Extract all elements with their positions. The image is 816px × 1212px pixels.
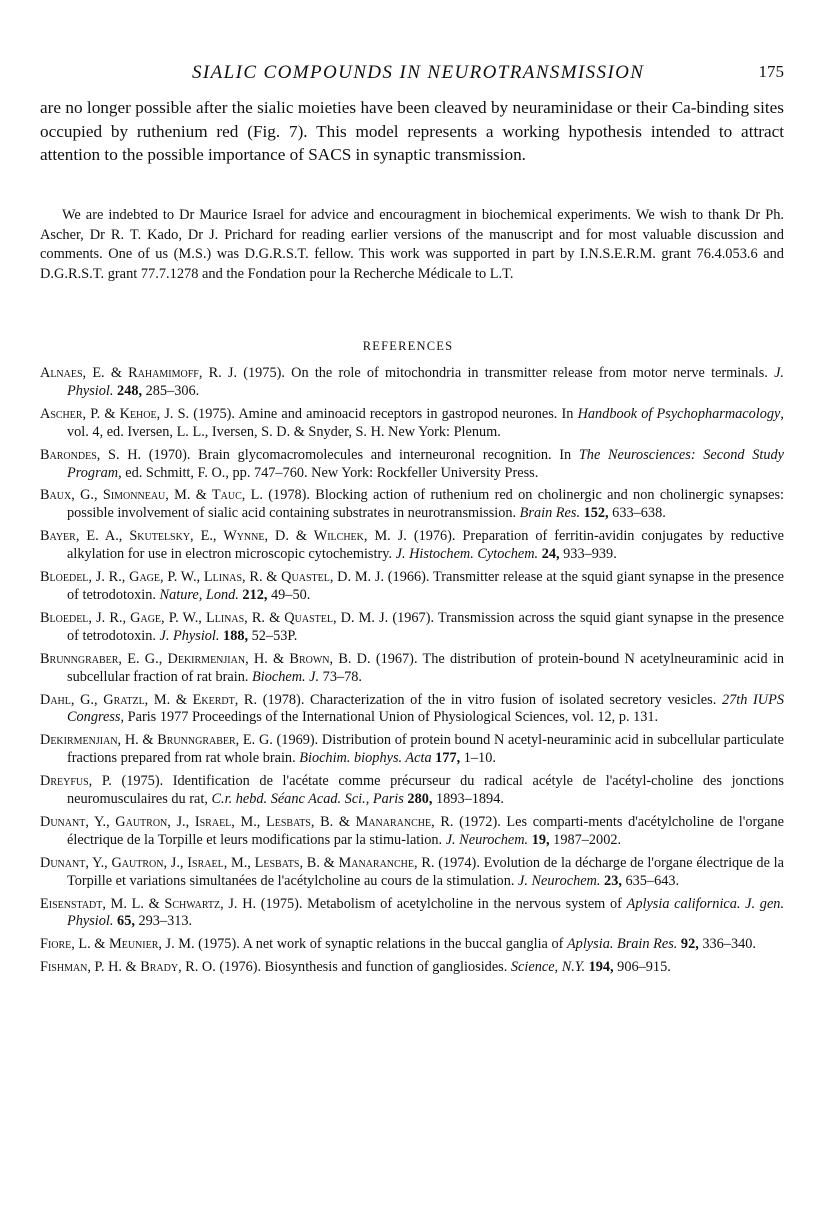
reference-text: (1970). Brain glycomacromolecules and interneuronal recognition. In	[141, 446, 579, 463]
reference-item	[40, 896, 784, 932]
reference-item	[40, 773, 784, 809]
reference-authors: Baux, G., Simonneau, M. & Tauc, L.	[40, 487, 263, 504]
reference-item	[40, 814, 784, 850]
reference-volume: 23,	[600, 872, 622, 889]
reference-journal: Biochim. biophys. Acta	[299, 750, 432, 767]
reference-volume: 65,	[113, 913, 135, 930]
reference-text: (1967). Transmission across the squid giant synapse in the presence of tetrodotoxin.	[67, 609, 784, 644]
reference-pages: 1987–2002.	[549, 831, 622, 848]
reference-journal: C.r. hebd. Séanc Acad. Sci., Paris	[211, 791, 404, 808]
reference-item	[40, 855, 784, 891]
reference-item	[40, 732, 784, 768]
reference-pages: 336–340.	[698, 936, 756, 953]
reference-volume: 248,	[113, 382, 143, 399]
reference-authors: Dunant, Y., Gautron, J., Israel, M., Lesbats, B. & Manaranche, R.	[40, 813, 454, 830]
reference-list	[40, 365, 784, 982]
references-heading: REFERENCES	[362, 339, 454, 353]
reference-authors: Barondes, S. H.	[40, 446, 142, 463]
reference-authors: Bayer, E. A., Skutelsky, E., Wynne, D. & Wilchek, M. J.	[40, 528, 407, 545]
reference-authors: Dahl, G., Gratzl, M. & Ekerdt, R.	[40, 691, 258, 708]
reference-authors: Fiore, L. & Meunier, J. M.	[40, 936, 195, 953]
reference-text: (1975). Amine and aminoacid receptors in gastropod neurones. In	[189, 405, 578, 422]
reference-pages: 1893–1894.	[432, 791, 504, 808]
reference-text: (1978). Characterization of the in vitro fusion of isolated secretory vesicles.	[257, 691, 722, 708]
reference-pages: 906–915.	[613, 959, 671, 976]
reference-text: (1975). Metabolism of acetylcholine in the nervous system of	[256, 895, 627, 912]
reference-journal: J. Physiol.	[67, 365, 784, 399]
reference-volume: 280,	[403, 791, 433, 808]
reference-volume: 194,	[585, 959, 614, 976]
reference-volume: 188,	[219, 627, 249, 644]
reference-authors: Brunngraber, E. G., Dekirmenjian, H. & Brown, B. D.	[40, 650, 371, 667]
reference-pages: , vol. 4, ed. Iversen, L. L., Iversen, S. D. & Snyder, S. H. New York: Plenum.	[67, 405, 784, 440]
reference-journal: Handbook of Psychopharmacology	[577, 405, 781, 422]
reference-pages: 635–643.	[621, 872, 680, 889]
reference-item	[40, 528, 784, 564]
reference-text: (1975). A net work of synaptic relations in the buccal ganglia of	[194, 936, 567, 953]
reference-text: (1975). On the role of mitochondria in transmitter release from motor nerve terminals.	[237, 365, 775, 381]
reference-authors: Eisenstadt, M. L. & Schwartz, J. H.	[40, 895, 257, 912]
reference-pages: 285–306.	[142, 382, 200, 399]
reference-authors: Dunant, Y., Gautron, J., Israel, M., Lesbats, B. & Manaranche, R.	[40, 854, 435, 871]
body-paragraph: are no longer possible after the sialic moieties have been cleaved by neuraminidase or their Ca-binding sites occupied by ruthenium red (Fig. 7). This model represents a working hypothesis intended to attract attention to the possible importance of SACS in synaptic transmission.	[40, 98, 784, 164]
reference-journal: Brain Res.	[519, 505, 581, 522]
reference-pages: 1–10.	[460, 750, 496, 767]
reference-journal: Nature, Lond.	[159, 586, 239, 603]
reference-item	[40, 651, 784, 687]
reference-item	[40, 365, 784, 401]
reference-pages: 293–313.	[134, 913, 193, 930]
reference-authors: Bloedel, J. R., Gage, P. W., Llinas, R. & Quastel, D. M. J.	[40, 609, 389, 626]
reference-authors: Ascher, P. & Kehoe, J. S.	[40, 405, 190, 422]
reference-authors: Bloedel, J. R., Gage, P. W., Llinas, R. & Quastel, D. M. J.	[40, 569, 385, 586]
reference-journal: Biochem. J.	[252, 668, 320, 685]
reference-item	[40, 487, 784, 523]
reference-volume: 212,	[238, 586, 268, 603]
reference-pages: , ed. Schmitt, F. O., pp. 747–760. New York: Rockfeller University Press.	[118, 464, 539, 481]
reference-journal: J. Neurochem.	[445, 831, 529, 848]
reference-text: (1974). Evolution de la décharge de l'organe électrique de la Torpille et variations simultanées de l'acétylcholine au cours de la stimulation.	[67, 854, 784, 889]
reference-journal: Aplysia californica. J. gen. Physiol.	[67, 895, 785, 930]
page-number: 175	[758, 62, 784, 81]
reference-journal: 27th IUPS Congress	[67, 691, 784, 726]
reference-item	[40, 447, 784, 483]
reference-journal: J. Histochem. Cytochem.	[395, 546, 539, 563]
reference-journal: J. Neurochem.	[518, 872, 601, 889]
reference-volume: 19,	[528, 831, 550, 848]
reference-text: (1967). The distribution of protein-bound N acetylneuraminic acid in subcellular fraction of rat brain.	[67, 650, 784, 685]
running-title: SIALIC COMPOUNDS IN NEUROTRANSMISSION	[192, 62, 645, 83]
reference-text: (1976). Preparation of ferritin-avidin conjugates by reductive alkylation for use in electron microscopic cytochemistry.	[67, 528, 784, 563]
reference-volume: 152,	[580, 505, 609, 522]
reference-pages: 73–78.	[319, 668, 362, 685]
reference-authors: Fishman, P. H. & Brady, R. O.	[40, 959, 216, 976]
reference-journal: J. Physiol.	[159, 627, 220, 644]
reference-text: (1976). Biosynthesis and function of gangliosides.	[215, 959, 511, 976]
reference-text: (1978). Blocking action of ruthenium red on cholinergic and non cholinergic synapses: possible involvement of sialic acid containing substrates in neurotransmission.	[67, 487, 784, 522]
reference-item	[40, 959, 784, 977]
reference-text: (1966). Transmitter release at the squid giant synapse in the presence of tetrodotoxin.	[67, 569, 784, 603]
reference-text: (1975). Identification de l'acétate comme précurseur du radical acétyle de l'acétyl-choline des jonctions neuromusculaires du rat,	[67, 773, 784, 808]
acknowledgement: We are indebted to Dr Maurice Israel for advice and encouragment in biochemical experiments. We wish to thank Dr Ph. Ascher, Dr R. T. Kado, Dr J. Prichard for reading earlier versions of the manuscript and for most valuable discussion and comments. One of us (M.S.) was D.G.R.S.T. fellow. This work was supported in part by I.N.S.E.R.M. grant 76.4.053.6 and D.G.R.S.T. grant 77.7.1278 and the Fondation pour la Recherche Médicale to L.T.	[40, 207, 784, 283]
reference-text: (1972). Les comparti-ments d'acétylcholine de l'organe électrique de la Torpille et leurs modifications par la stimu-lation.	[67, 813, 784, 848]
reference-authors: Alnaes, E. & Rahamimoff, R. J.	[40, 365, 238, 381]
reference-journal: Aplysia. Brain Res.	[566, 936, 678, 953]
reference-item	[40, 692, 784, 728]
reference-journal: The Neurosciences: Second Study Program	[67, 446, 784, 481]
reference-journal: Science, N.Y.	[510, 959, 586, 976]
reference-pages: 633–638.	[608, 505, 666, 522]
reference-pages: 933–939.	[559, 546, 617, 563]
reference-item	[40, 569, 784, 605]
reference-volume: 92,	[677, 936, 699, 953]
reference-text: (1969). Distribution of protein bound N acetyl-neuraminic acid in subcellular particulate fractions prepared from rat whole brain.	[67, 732, 784, 767]
reference-authors: Dekirmenjian, H. & Brunngraber, E. G.	[40, 732, 273, 749]
reference-item	[40, 406, 784, 442]
reference-item	[40, 936, 784, 954]
running-header	[40, 62, 784, 86]
reference-item	[40, 610, 784, 646]
reference-volume: 24,	[538, 546, 560, 563]
reference-pages: 49–50.	[267, 586, 311, 603]
reference-pages: 52–53P.	[248, 627, 298, 644]
reference-pages: , Paris 1977 Proceedings of the International Union of Physiological Sciences, vol. 12, p. 131.	[120, 709, 659, 726]
reference-authors: Dreyfus, P.	[40, 773, 112, 790]
reference-volume: 177,	[431, 750, 461, 767]
